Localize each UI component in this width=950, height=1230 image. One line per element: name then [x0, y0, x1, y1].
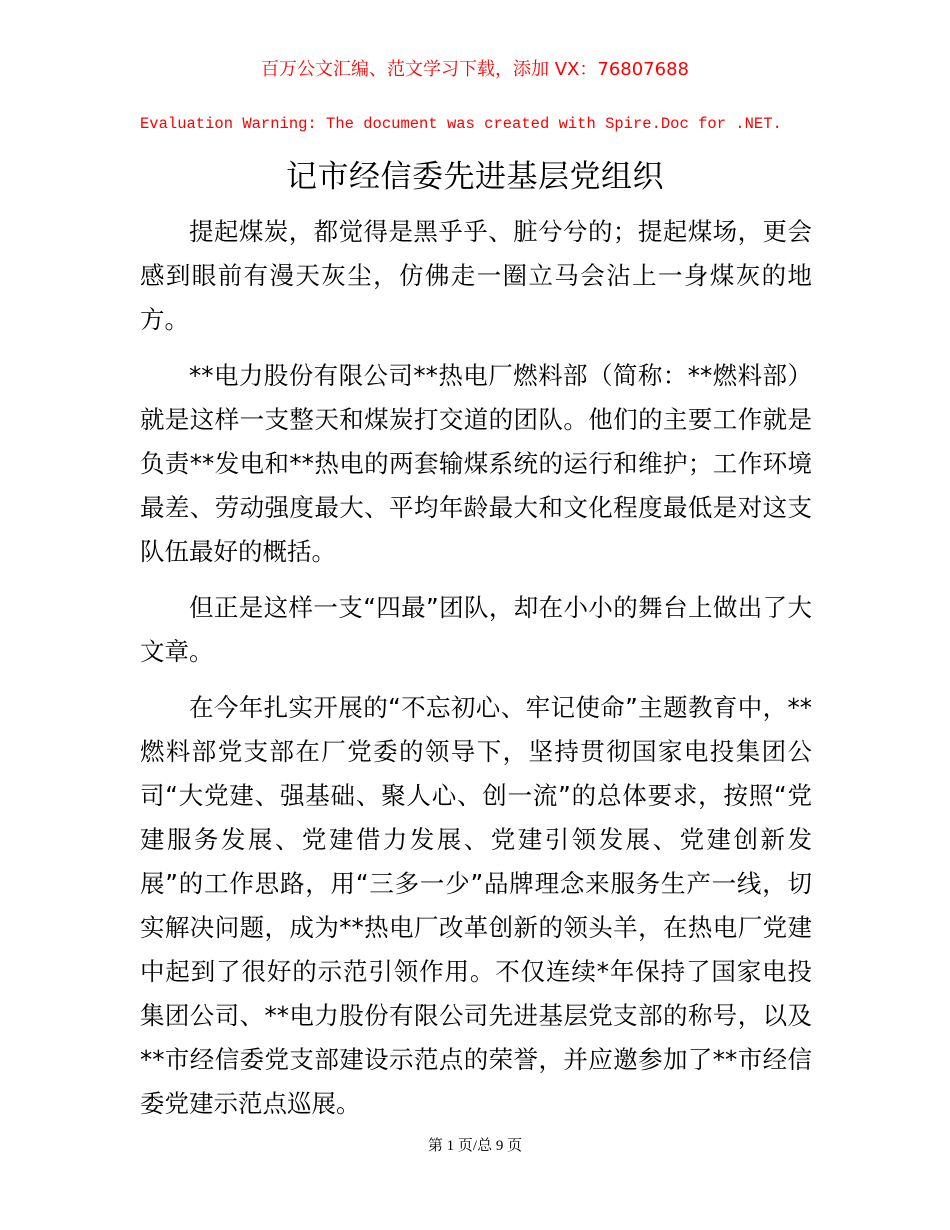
document-body — [140, 210, 812, 1138]
evaluation-warning: Evaluation Warning: The document was created with Spire.Doc for .NET. — [140, 115, 782, 133]
paragraph-1: 提起煤炭，都觉得是黑乎乎、脏兮兮的；提起煤场，更会感到眼前有漫天灰尘，仿佛走一圈立马会沾上一身煤灰的地方。 — [140, 217, 812, 334]
header-ad-text: 百万公文汇编、范文学习下载，添加 VX：76807688 — [261, 59, 689, 80]
paragraph-2: **电力股份有限公司**热电厂燃料部（简称：**燃料部）就是这样一支整天和煤炭打交道的团队。他们的主要工作就是负责**发电和**热电的两套输煤系统的运行和维护；工作环境最差、劳动强度最大、平均年龄最大和文化程度最低是对这支队伍最好的概括。 — [140, 361, 812, 566]
document-title: 记市经信委先进基层党组织 — [286, 159, 664, 195]
paragraph-4: 在今年扎实开展的“不忘初心、牢记使命”主题教育中，**燃料部党支部在厂党委的领导下，坚持贯彻国家电投集团公司“大党建、强基础、聚人心、创一流”的总体要求，按照“党建服务发展、党建借力发展、党建引领发展、党建创新发展”的工作思路，用“三多一少”品牌理念来服务生产一线，切实解决问题，成为**热电厂改革创新的领头羊，在热电厂党建中起到了很好的示范引领作用。不仅连续*年保持了国家电投集团公司、**电力股份有限公司先进基层党支部的称号，以及**市经信委党支部建设示范点的荣誉，并应邀参加了**市经信委党建示范点巡展。 — [140, 693, 812, 1118]
paragraph-3: 但正是这样一支“四最”团队，却在小小的舞台上做出了大文章。 — [140, 593, 812, 666]
page-footer: 第 1 页/总 9 页 — [427, 1138, 523, 1154]
